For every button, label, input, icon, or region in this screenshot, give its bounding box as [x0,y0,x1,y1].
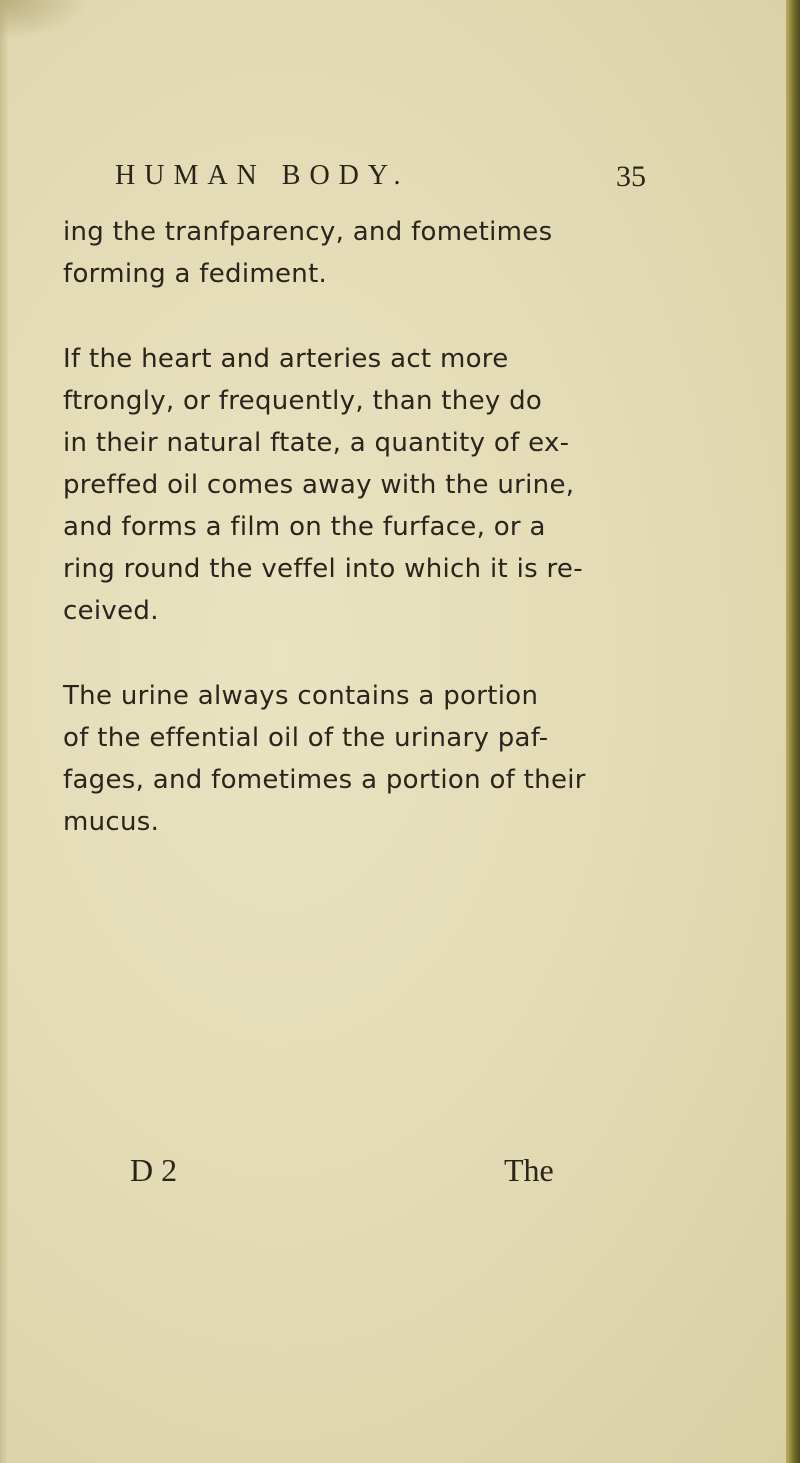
text-line: If the heart and arteries act more [63,344,509,374]
text-line: preffed oil comes away with the urine, [63,470,575,500]
paragraph [63,675,603,843]
paragraph [63,211,603,295]
catchword: The [504,1152,554,1188]
page-binding-edge [786,0,800,1463]
text-line: The urine always contains a portion [63,681,539,711]
body-text [63,211,603,843]
text-line: ceived. [63,596,159,626]
page-corner-shadow [0,0,90,40]
text-line: ing the tranfparency, and fometimes [63,217,553,247]
page-number: 35 [616,160,646,193]
page-left-edge [0,0,8,1463]
text-line: mucus. [63,807,160,837]
running-head: HUMAN BODY. [115,160,410,191]
text-line: ftrongly, or frequently, than they do [63,386,543,416]
signature-mark: D 2 [130,1152,178,1188]
text-line: in their natural ftate, a quantity of ex- [63,428,570,458]
text-line: of the effential oil of the urinary paf- [63,723,549,753]
text-line: fages, and fometimes a portion of their [63,765,586,795]
text-line: ring round the veffel into which it is re- [63,554,583,584]
text-line: forming a fediment. [63,259,328,289]
text-line: and forms a film on the furface, or a [63,512,546,542]
paragraph [63,338,603,632]
